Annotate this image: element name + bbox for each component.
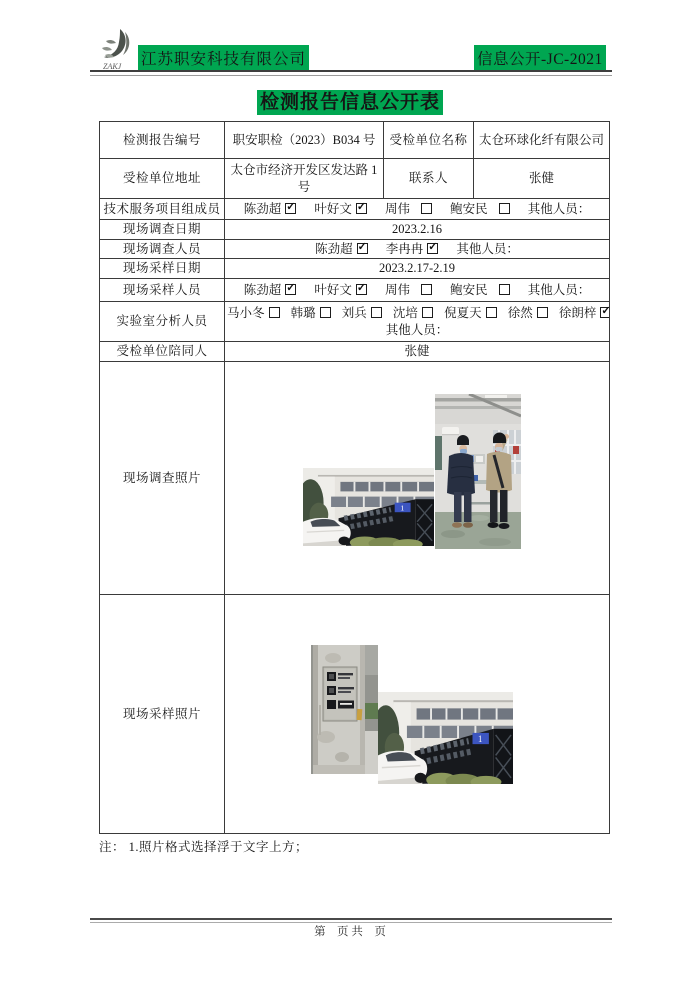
checkbox: [422, 307, 433, 318]
checkbox: [357, 243, 368, 254]
survey-staff-members: 陈劲超 ✓ 李冉冉 ✓ 其他人员：: [225, 240, 610, 259]
checkbox: [499, 203, 510, 214]
contact-value: 张健: [474, 159, 610, 199]
survey-photo-label: 现场调查照片: [100, 362, 225, 595]
survey-photo-indoor: [435, 394, 521, 549]
report-no-value: 职安职检（2023）B034 号: [225, 122, 384, 159]
disclosure-form-table: [99, 121, 610, 834]
svg-text:1: 1: [400, 503, 405, 513]
checkbox: [356, 284, 367, 295]
survey-photo-cell: [225, 362, 610, 595]
others-label: 其他人员：: [385, 322, 449, 337]
checkbox: [600, 307, 609, 318]
sample-photo-cell: [225, 595, 610, 834]
checkbox: [421, 284, 432, 295]
checkbox: [421, 203, 432, 214]
lab-staff-members: 马小冬 韩璐 刘兵 沈培 倪夏天 徐然 徐朗梓✓ 其他人员：: [225, 302, 610, 342]
unit-addr-value: 太仓市经济开发区发达路 1 号: [225, 159, 384, 199]
page-number: 第 页 共 页: [314, 926, 386, 938]
checkbox: [371, 307, 382, 318]
company-logo: [96, 26, 138, 72]
checkbox: [499, 284, 510, 295]
checkbox: [285, 284, 296, 295]
table-row: [100, 199, 610, 220]
contact-label: 联系人: [384, 159, 474, 199]
table-row: [100, 342, 610, 362]
table-row: [100, 302, 610, 342]
table-row: [100, 595, 610, 834]
unit-name-label: 受检单位名称: [384, 122, 474, 159]
others-label: 其他人员：: [456, 241, 519, 256]
table-row: [100, 122, 610, 159]
page-title: 检测报告信息公开表: [0, 87, 700, 114]
checkbox: [269, 307, 280, 318]
team-label: 技术服务项目组成员: [100, 199, 225, 220]
table-row: [100, 159, 610, 199]
logo-text: ZAKJ: [103, 62, 122, 71]
report-no-label: 检测报告编号: [100, 122, 225, 159]
lab-staff-label: 实验室分析人员: [100, 302, 225, 342]
checkbox: [356, 203, 367, 214]
sample-date-value: 2023.2.17-2.19: [225, 259, 610, 279]
table-row: [100, 362, 610, 595]
unit-addr-label: 受检单位地址: [100, 159, 225, 199]
survey-staff-label: 现场调查人员: [100, 240, 225, 259]
others-label: 其他人员：: [527, 201, 591, 216]
table-row: [100, 279, 610, 302]
footnote: 注： 1.照片格式选择浮于文字上方；: [99, 840, 309, 854]
doc-code: 信息公开-JC-2021: [474, 45, 606, 71]
survey-date-label: 现场调查日期: [100, 220, 225, 240]
escort-value: 张健: [225, 342, 610, 362]
table-row: [100, 240, 610, 259]
svg-text:1: 1: [478, 733, 483, 745]
sample-staff-label: 现场采样人员: [100, 279, 225, 302]
checkbox: [486, 307, 497, 318]
table-row: [100, 259, 610, 279]
checkbox: [427, 243, 438, 254]
header-divider: [90, 70, 612, 76]
sample-staff-members: 陈劲超 ✓ 叶好文 ✓ 周伟 鲍安民 其他人员：: [225, 279, 610, 302]
checkbox: [285, 203, 296, 214]
others-label: 其他人员：: [527, 282, 591, 297]
team-members: 陈劲超 ✓ 叶好文 ✓ 周伟 鲍安民 其他人员：: [225, 199, 610, 220]
unit-name-value: 太仓环球化纤有限公司: [474, 122, 610, 159]
sample-photo-label: 现场采样照片: [100, 595, 225, 834]
checkbox: [320, 307, 331, 318]
checkbox: [537, 307, 548, 318]
survey-date-value: 2023.2.16: [225, 220, 610, 240]
escort-label: 受检单位陪同人: [100, 342, 225, 362]
sampling-photo-pillar: [311, 645, 378, 774]
sample-date-label: 现场采样日期: [100, 259, 225, 279]
survey-photo-exterior: [303, 468, 434, 546]
table-row: [100, 220, 610, 240]
company-name: 江苏职安科技有限公司: [138, 45, 309, 71]
sampling-photo-exterior: [378, 692, 513, 784]
